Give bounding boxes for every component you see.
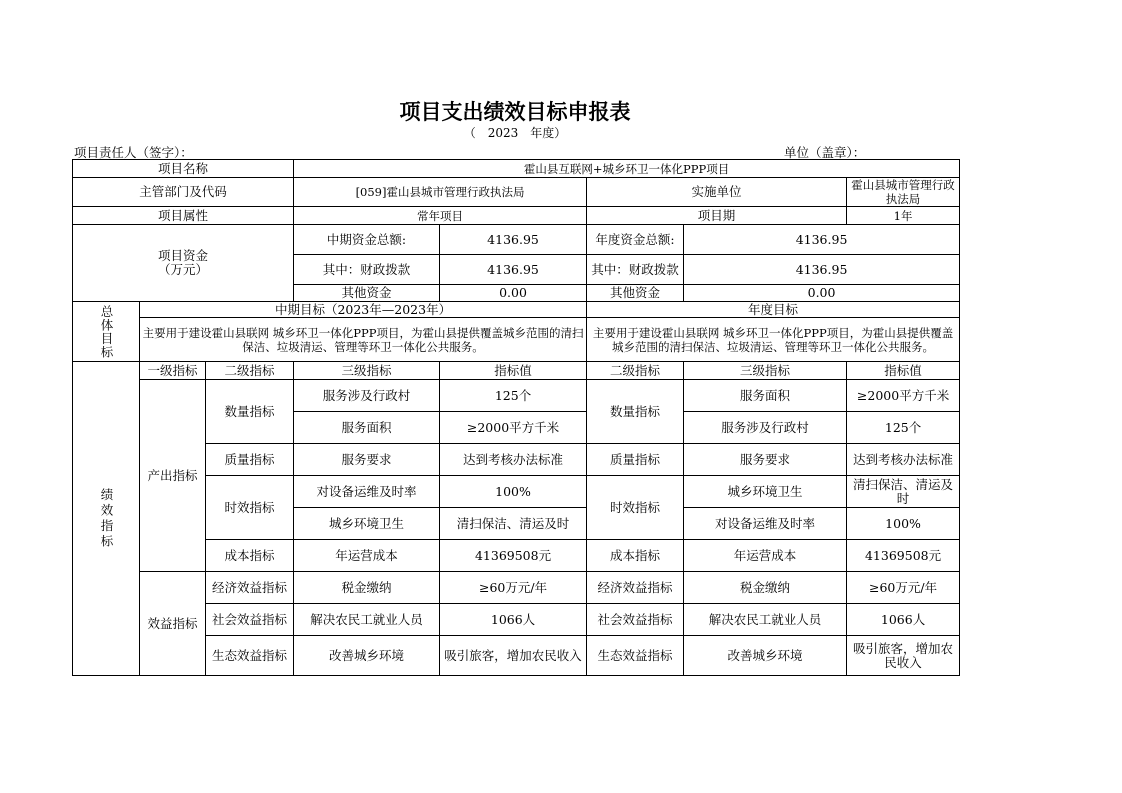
mid-goal-header: 中期目标（2023年—2023年） bbox=[140, 302, 587, 318]
table-row bbox=[73, 444, 960, 476]
header-level2: 二级指标 bbox=[206, 362, 294, 380]
quantity-2-l3: 服务面积 bbox=[294, 412, 440, 444]
year-line: （ 2023 年度） bbox=[463, 126, 567, 140]
time-1-l3: 对设备运维及时率 bbox=[294, 476, 440, 508]
quantity-2-l3-b: 服务涉及行政村 bbox=[684, 412, 847, 444]
impl-unit-label: 实施单位 bbox=[587, 178, 847, 207]
social-l3: 解决农民工就业人员 bbox=[294, 604, 440, 636]
row-attr bbox=[73, 207, 960, 225]
social-l2: 社会效益指标 bbox=[206, 604, 294, 636]
economic-l3: 税金缴纳 bbox=[294, 572, 440, 604]
year-total-label: 年度资金总额: bbox=[587, 225, 684, 255]
year-fiscal-value: 4136.95 bbox=[684, 255, 960, 285]
perf-label: 绩效指标 bbox=[73, 362, 140, 676]
time-1-l3-b: 城乡环境卫生 bbox=[684, 476, 847, 508]
year-other-value: 0.00 bbox=[684, 285, 960, 302]
economic-l3-b: 税金缴纳 bbox=[684, 572, 847, 604]
quality-l2: 质量指标 bbox=[206, 444, 294, 476]
row-project-name bbox=[73, 160, 960, 178]
year-goal-text: 主要用于建设霍山县联网 城乡环卫一体化PPP项目，为霍山县提供覆盖城乡范围的清扫保洁、垃圾清运、管理等环卫一体化公共服务。 bbox=[587, 318, 960, 362]
cost-value-b: 41369508元 bbox=[847, 540, 960, 572]
year-fiscal-label: 其中：财政拨款 bbox=[587, 255, 684, 285]
ecology-l3: 改善城乡环境 bbox=[294, 636, 440, 676]
quality-l3-b: 服务要求 bbox=[684, 444, 847, 476]
mid-total-label: 中期资金总额: bbox=[294, 225, 440, 255]
time-2-value: 清扫保洁、清运及时 bbox=[440, 508, 587, 540]
quantity-indicator-label-b: 数量指标 bbox=[587, 380, 684, 444]
social-l2-b: 社会效益指标 bbox=[587, 604, 684, 636]
mid-fiscal-label: 其中：财政拨款 bbox=[294, 255, 440, 285]
fund-label-line1: 项目资金 bbox=[158, 248, 209, 263]
unit-label: 单位（盖章）： bbox=[784, 145, 866, 160]
year-other-label: 其他资金 bbox=[587, 285, 684, 302]
impl-unit-value: 霍山县城市管理行政执法局 bbox=[847, 178, 960, 207]
table-row bbox=[73, 380, 960, 412]
overall-goal-label: 总体目标 bbox=[73, 302, 140, 362]
row-dept bbox=[73, 178, 960, 207]
quantity-2-value: ≥2000平方千米 bbox=[440, 412, 587, 444]
header-value-b: 指标值 bbox=[847, 362, 960, 380]
quantity-2-value-b: 125个 bbox=[847, 412, 960, 444]
quality-value-b: 达到考核办法标准 bbox=[847, 444, 960, 476]
period-value: 1年 bbox=[847, 207, 960, 225]
project-name-value: 霍山县互联网+城乡环卫一体化PPP项目 bbox=[294, 160, 960, 178]
row-perf-headers bbox=[73, 362, 960, 380]
header-level2-b: 二级指标 bbox=[587, 362, 684, 380]
quantity-1-value: 125个 bbox=[440, 380, 587, 412]
ecology-value: 吸引旅客，增加农民收入 bbox=[440, 636, 587, 676]
table-row bbox=[73, 604, 960, 636]
quality-l2-b: 质量指标 bbox=[587, 444, 684, 476]
project-name-label: 项目名称 bbox=[73, 160, 294, 178]
benefit-indicator-label: 效益指标 bbox=[140, 572, 206, 676]
economic-l2: 经济效益指标 bbox=[206, 572, 294, 604]
table-row bbox=[73, 572, 960, 604]
header-level3-b: 三级指标 bbox=[684, 362, 847, 380]
ecology-value-b: 吸引旅客，增加农民收入 bbox=[847, 636, 960, 676]
social-value-b: 1066人 bbox=[847, 604, 960, 636]
ecology-l3-b: 改善城乡环境 bbox=[684, 636, 847, 676]
quantity-1-l3: 服务涉及行政村 bbox=[294, 380, 440, 412]
table-row bbox=[73, 540, 960, 572]
quality-value: 达到考核办法标准 bbox=[440, 444, 587, 476]
responsible-label: 项目责任人（签字）： bbox=[74, 145, 193, 160]
time-indicator-label-b: 时效指标 bbox=[587, 476, 684, 540]
time-1-value-b: 清扫保洁、清运及时 bbox=[847, 476, 960, 508]
quantity-1-l3-b: 服务面积 bbox=[684, 380, 847, 412]
economic-value-b: ≥60万元/年 bbox=[847, 572, 960, 604]
cost-l2-b: 成本指标 bbox=[587, 540, 684, 572]
cost-l2: 成本指标 bbox=[206, 540, 294, 572]
fund-label-line2: （万元） bbox=[158, 262, 209, 277]
cost-l3-b: 年运营成本 bbox=[684, 540, 847, 572]
economic-l2-b: 经济效益指标 bbox=[587, 572, 684, 604]
cost-l3: 年运营成本 bbox=[294, 540, 440, 572]
quantity-1-value-b: ≥2000平方千米 bbox=[847, 380, 960, 412]
performance-form-table bbox=[72, 159, 960, 676]
quality-l3: 服务要求 bbox=[294, 444, 440, 476]
header-value: 指标值 bbox=[440, 362, 587, 380]
header-level3: 三级指标 bbox=[294, 362, 440, 380]
mid-other-label: 其他资金 bbox=[294, 285, 440, 302]
row-fund-total bbox=[73, 225, 960, 255]
time-2-value-b: 100% bbox=[847, 508, 960, 540]
mid-other-value: 0.00 bbox=[440, 285, 587, 302]
table-row bbox=[73, 476, 960, 508]
social-value: 1066人 bbox=[440, 604, 587, 636]
cost-value: 41369508元 bbox=[440, 540, 587, 572]
dept-value: [059]霍山县城市管理行政执法局 bbox=[294, 178, 587, 207]
year-goal-header: 年度目标 bbox=[587, 302, 960, 318]
mid-fiscal-value: 4136.95 bbox=[440, 255, 587, 285]
time-2-l3-b: 对设备运维及时率 bbox=[684, 508, 847, 540]
economic-value: ≥60万元/年 bbox=[440, 572, 587, 604]
period-label: 项目期 bbox=[587, 207, 847, 225]
time-1-value: 100% bbox=[440, 476, 587, 508]
mid-goal-text: 主要用于建设霍山县联网 城乡环卫一体化PPP项目，为霍山县提供覆盖城乡范围的清扫保洁、垃圾清运、管理等环卫一体化公共服务。 bbox=[140, 318, 587, 362]
output-indicator-label: 产出指标 bbox=[140, 380, 206, 572]
row-goal-text bbox=[73, 318, 960, 362]
table-row bbox=[73, 636, 960, 676]
header-level1: 一级指标 bbox=[140, 362, 206, 380]
attr-value: 常年项目 bbox=[294, 207, 587, 225]
attr-label: 项目属性 bbox=[73, 207, 294, 225]
mid-total-value: 4136.95 bbox=[440, 225, 587, 255]
dept-label: 主管部门及代码 bbox=[73, 178, 294, 207]
row-goal-headers bbox=[73, 302, 960, 318]
time-indicator-label: 时效指标 bbox=[206, 476, 294, 540]
ecology-l2: 生态效益指标 bbox=[206, 636, 294, 676]
time-2-l3: 城乡环境卫生 bbox=[294, 508, 440, 540]
ecology-l2-b: 生态效益指标 bbox=[587, 636, 684, 676]
fund-label bbox=[73, 225, 294, 302]
quantity-indicator-label: 数量指标 bbox=[206, 380, 294, 444]
year-total-value: 4136.95 bbox=[684, 225, 960, 255]
page-title: 项目支出绩效目标申报表 bbox=[399, 100, 631, 124]
social-l3-b: 解决农民工就业人员 bbox=[684, 604, 847, 636]
